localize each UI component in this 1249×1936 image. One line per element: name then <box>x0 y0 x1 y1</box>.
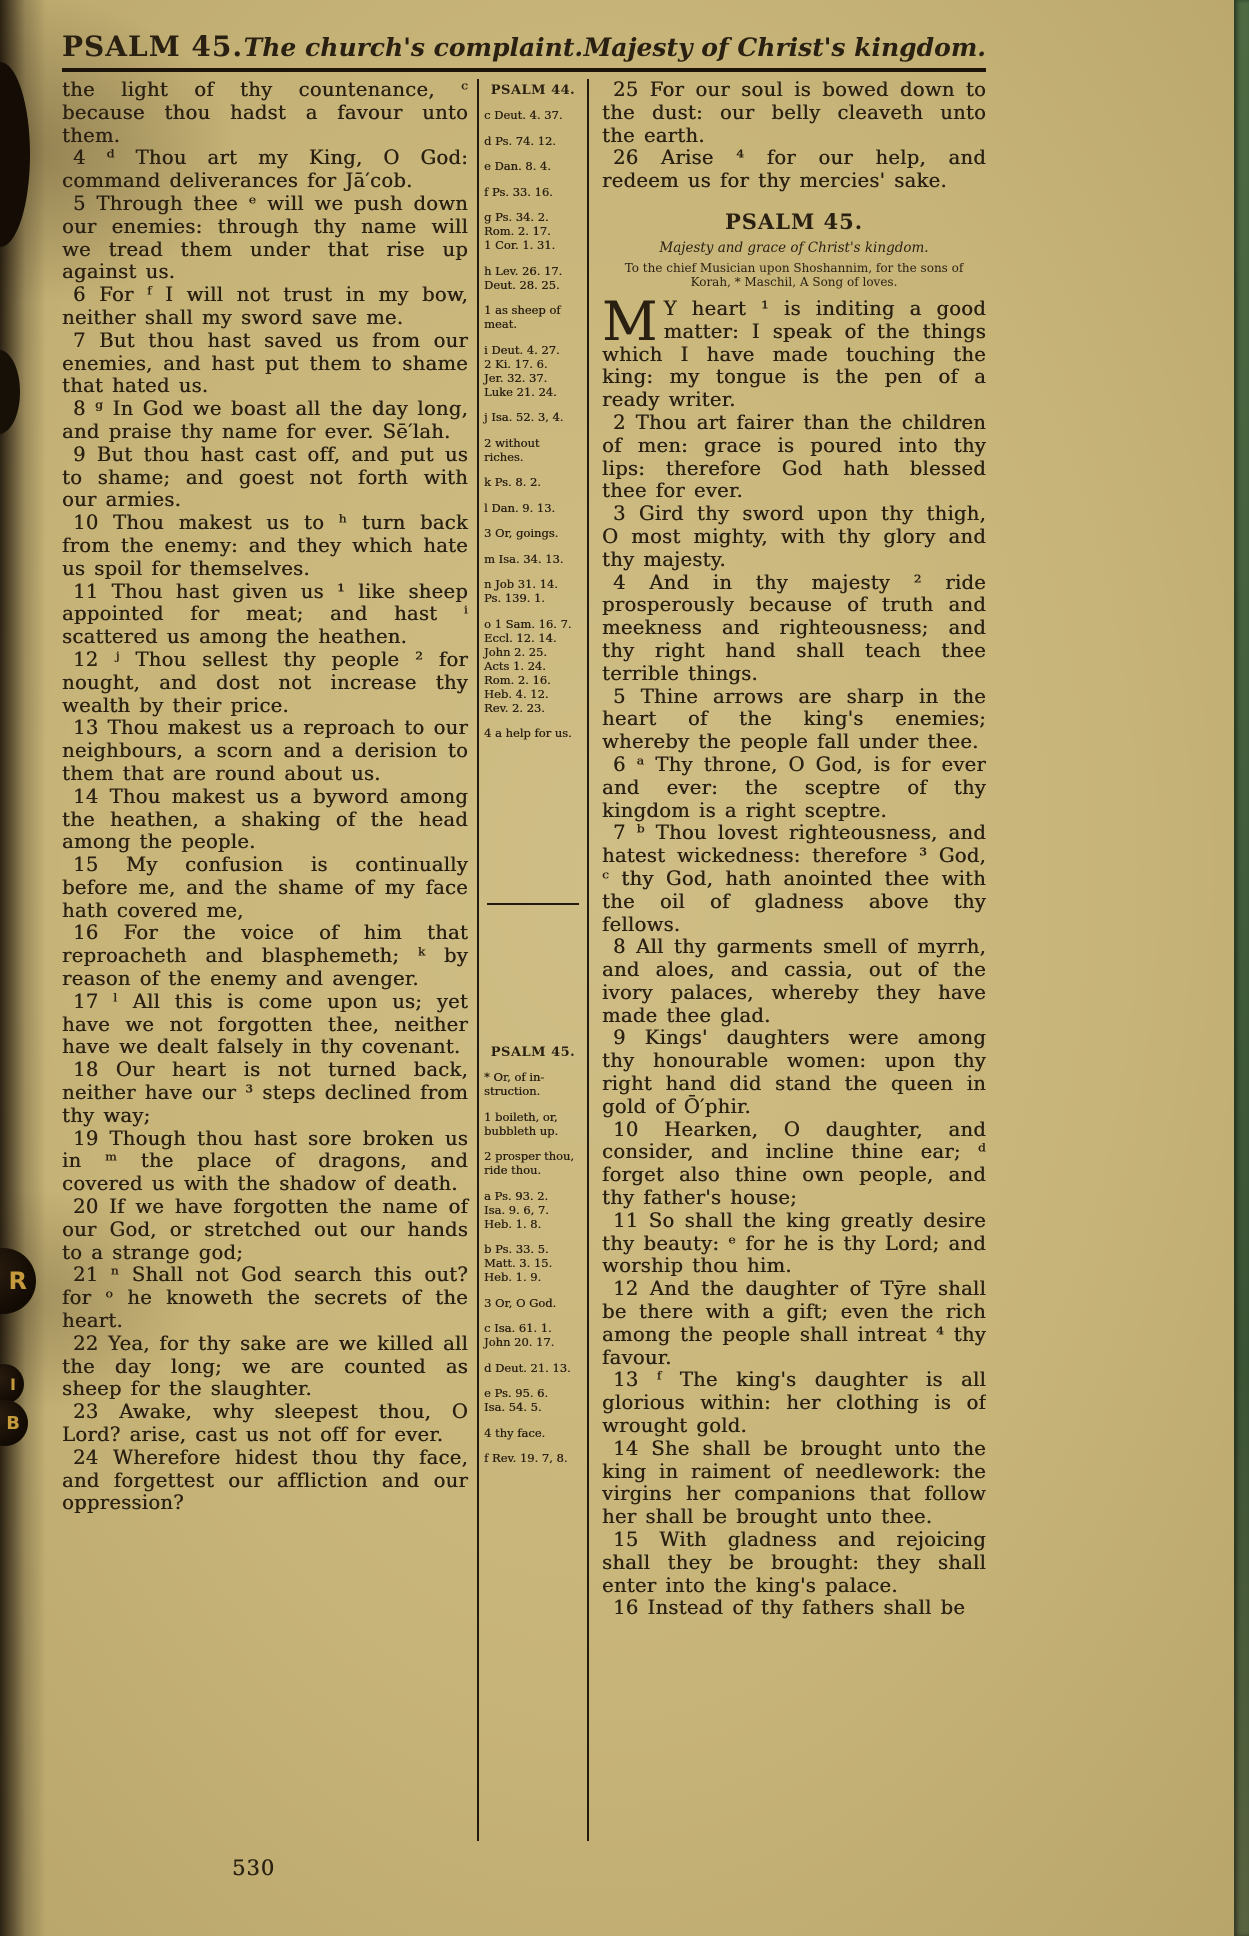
margin-reference: b Ps. 33. 5. Matt. 3. 15. Heb. 1. 9. <box>484 1242 553 1284</box>
page-number: 530 <box>232 1856 276 1880</box>
margin-reference: c Deut. 4. 37. <box>484 108 563 122</box>
verse: 24 Wherefore hidest thou thy face, and forgettest our affliction and our oppression? <box>62 1445 468 1515</box>
psalm-45-verses <box>602 412 986 1620</box>
verse: 16 For the voice of him that reproacheth and blasphemeth; ᵏ by reason of the enemy and avenger. <box>62 921 468 991</box>
margin-reference: a Ps. 93. 2. Isa. 9. 6, 7. Heb. 1. 8. <box>484 1188 549 1231</box>
verse: 20 If we have forgotten the name of our God, or stretched out our hands to a strange god; <box>62 1195 468 1264</box>
verse: 6 ᵃ Thy throne, O God, is for ever and ever: the sceptre of thy kingdom is a right sceptre. <box>602 752 986 822</box>
right-text-column <box>602 79 986 1841</box>
verse: 25 For our soul is bowed down to the dust: our belly cleaveth unto the earth. <box>602 79 986 147</box>
margin-reference: f Ps. 33. 16. <box>484 184 553 199</box>
reference-list <box>479 1070 587 1465</box>
verse: 13 Thou makest us a reproach to our neighbours, a scorn and a derision to them that are round about us. <box>62 716 468 785</box>
margin-reference: e Dan. 8. 4. <box>484 159 551 173</box>
verse: 5 Thine arrows are sharp in the heart of the king's enemies; whereby the people fall under thee. <box>602 684 986 754</box>
verse: 21 ⁿ Shall not God search this out? for ᵒ he knoweth the secrets of the heart. <box>62 1263 468 1333</box>
thumb-index-tab: I <box>0 1364 24 1404</box>
verse: 26 Arise ⁴ for our help, and redeem us for thy mercies' sake. <box>602 146 986 193</box>
verse: 16 Instead of thy fathers shall be <box>613 1596 966 1620</box>
margin-reference: i Deut. 4. 27. 2 Ki. 17. 6. Jer. 32. 37. Luke 21. 24. <box>484 342 560 399</box>
margin-reference: 3 Or, O God. <box>484 1295 557 1310</box>
text-columns <box>62 79 986 1841</box>
margin-reference-column <box>477 79 589 1841</box>
margin-reference: * Or, of in- struction. <box>484 1070 545 1098</box>
verse: 11 Thou hast given us ¹ like sheep appointed for meat; and hast ⁱ scattered us among the heathen. <box>62 579 468 649</box>
psalm-45-title: PSALM 45. <box>724 208 864 234</box>
reference-list <box>479 108 587 740</box>
verse: 14 Thou makest us a byword among the heathen, a shaking of the head among the people. <box>62 784 468 854</box>
verse: 12 ʲ Thou sellest thy people ² for nought, and dost not increase thy wealth by their price. <box>62 647 468 717</box>
verse: 15 With gladness and rejoicing shall they be brought: they shall enter into the king's palace. <box>602 1528 986 1597</box>
left-text-column <box>62 79 468 1841</box>
verse: 3 Gird thy sword upon thy thigh, O most mighty, with thy glory and thy majesty. <box>602 502 986 571</box>
verse: 9 But thou hast cast off, and put us to shame; and goest not forth with our armies. <box>62 442 468 512</box>
margin-reference: c Isa. 61. 1. John 20. 17. <box>484 1321 555 1349</box>
reference-section-heading: PSALM 44. <box>490 83 576 98</box>
verse: 6 For ᶠ I will not trust in my bow, neither shall my sword save me. <box>62 283 468 329</box>
psalm-44-references <box>479 83 587 752</box>
verse: 2 Thou art fairer than the children of men: grace is poured into thy lips: therefore God hath blessed thee for ever. <box>602 410 986 503</box>
section-divider-rule <box>487 903 579 905</box>
verse: 7 But thou hast saved us from our enemies, and hast put them to shame that hated us. <box>62 328 468 398</box>
margin-reference: 3 Or, goings. <box>484 526 559 540</box>
verse: 22 Yea, for thy sake are we killed all the day long; we are counted as sheep for the slaughter. <box>62 1331 468 1401</box>
verse: 13 ᶠ The king's daughter is all glorious within: her clothing is of wrought gold. <box>602 1368 986 1438</box>
verse: the light of thy countenance, ᶜ because thou hadst a favour unto them. <box>62 79 468 147</box>
margin-reference: f Rev. 19. 7, 8. <box>484 1451 568 1465</box>
book-binding-shadow <box>0 0 46 1936</box>
margin-reference: 2 without riches. <box>484 435 540 464</box>
thumb-index-tab: B <box>0 1400 28 1446</box>
verse-with-dropcap: MY heart ¹ is inditing a good matter: I speak of the things which I have made touching the king: my tongue is the pen of a ready writer. <box>602 289 986 412</box>
margin-reference: o 1 Sam. 16. 7. Eccl. 12. 14. John 2. 25. Acts 1. 24. Rom. 2. 16. Heb. 4. 12. Rev. 2. 23. <box>484 616 572 715</box>
psalm-45-references <box>479 1045 587 1477</box>
verse: 8 All thy garments smell of myrrh, and aloes, and cassia, out of the ivory palaces, whereby they have made thee glad. <box>602 935 986 1027</box>
verse: 5 Through thee ᵉ will we push down our enemies: through thy name will we tread them under that rise up against us. <box>62 191 468 284</box>
verse: 12 And the daughter of Tȳre shall be there with a gift; even the rich among the people shall intreat ⁴ thy favour. <box>602 1277 986 1369</box>
verse: 11 So shall the king greatly desire thy beauty: ᵉ for he is thy Lord; and worship thou him. <box>602 1208 986 1278</box>
reference-section-heading: PSALM 45. <box>490 1045 576 1060</box>
margin-reference: m Isa. 34. 13. <box>484 551 564 566</box>
verse: 18 Our heart is not turned back, neither have our ³ steps declined from thy way; <box>62 1058 469 1127</box>
psalm-44-closing-verses <box>602 79 986 193</box>
running-head-left-summary: The church's complaint. <box>243 33 584 62</box>
margin-reference: e Ps. 95. 6. Isa. 54. 5. <box>484 1386 549 1414</box>
verse: 23 Awake, why sleepest thou, O Lord? arise, cast us not off for ever. <box>62 1400 468 1447</box>
verse: 10 Hearken, O daughter, and consider, and incline thine ear; ᵈ forget also thine own people, and thy father's house; <box>602 1117 986 1210</box>
margin-reference: k Ps. 8. 2. <box>484 475 541 489</box>
verse: 4 And in thy majesty ² ride prosperously because of truth and meekness and righteousness; and thy right hand shall teach thee terrible things. <box>602 570 986 685</box>
page-content <box>62 30 986 1841</box>
margin-reference: d Deut. 21. 13. <box>484 1360 571 1375</box>
psalm-number-heading: PSALM 45. <box>62 30 244 63</box>
psalm-45-subtitle: Majesty and grace of Christ's kingdom. <box>659 239 929 256</box>
verse: 17 ˡ All this is come upon us; yet have we not forgotten thee, neither have we dealt falsely in thy covenant. <box>62 989 468 1059</box>
margin-reference: g Ps. 34. 2. Rom. 2. 17. 1 Cor. 1. 31. <box>484 210 556 252</box>
margin-reference: d Ps. 74. 12. <box>484 133 556 148</box>
verse: 19 Though thou hast sore broken us in ᵐ the place of dragons, and covered us with the shadow of death. <box>62 1126 468 1196</box>
margin-reference: l Dan. 9. 13. <box>484 500 556 515</box>
verse: 15 My confusion is continually before me, and the shame of my face hath covered me, <box>62 853 468 922</box>
margin-reference: 1 boileth, or, bubbleth up. <box>484 1109 559 1138</box>
margin-reference: 1 as sheep of meat. <box>484 303 561 331</box>
verse: 9 Kings' daughters were among thy honourable women: upon thy right hand did stand the queen in gold of Ō′phir. <box>602 1026 986 1118</box>
margin-reference: h Lev. 26. 17. Deut. 28. 25. <box>484 263 563 292</box>
verse: 7 ᵇ Thou lovest righteousness, and hatest wickedness: therefore ³ God, ᶜ thy God, hath anointed thee with the oil of gladness above thy fellows. <box>602 821 986 936</box>
thumb-index-tab: R <box>0 1248 36 1314</box>
psalm-45-inscription: To the chief Musician upon Shoshannim, for the sons of Korah, * Maschil, A Song of loves. <box>624 260 964 290</box>
margin-reference: n Job 31. 14. Ps. 139. 1. <box>484 577 558 605</box>
page-fore-edge <box>1234 0 1249 1936</box>
verse: 10 Thou makest us to ʰ turn back from the enemy: and they which hate us spoil for themselves. <box>62 511 468 580</box>
running-head-right-summary: Majesty of Christ's kingdom. <box>583 33 986 62</box>
margin-reference: 4 thy face. <box>484 1425 546 1440</box>
margin-reference: 2 prosper thou, ride thou. <box>484 1149 574 1177</box>
margin-reference: 4 a help for us. <box>484 726 572 740</box>
running-head <box>62 30 986 72</box>
verse: 14 She shall be brought unto the king in raiment of needlework: the virgins her companions that follow her shall be brought unto thee. <box>602 1436 986 1529</box>
verse: 4 ᵈ Thou art my King, O God: command deliverances for Jā′cob. <box>62 146 468 193</box>
verse: 8 ᵍ In God we boast all the day long, and praise thy name for ever. Sē′lah. <box>62 397 468 443</box>
margin-reference: j Isa. 52. 3, 4. <box>484 410 564 424</box>
